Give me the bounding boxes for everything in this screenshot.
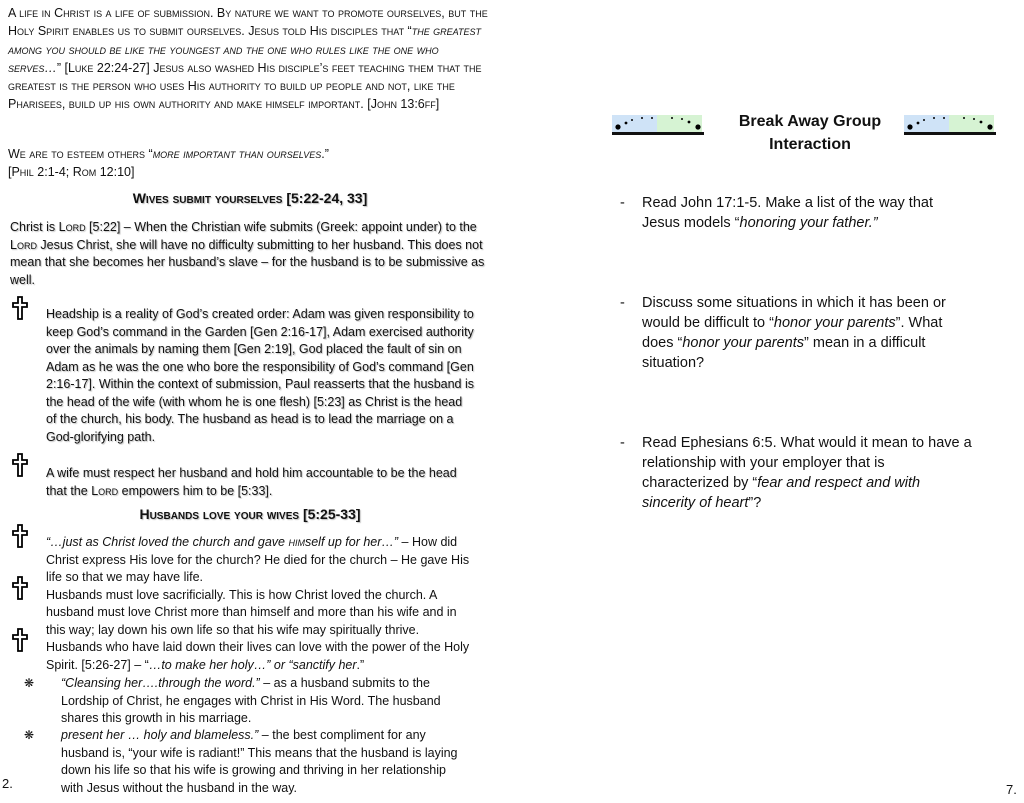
husbands-heading-label: Husbands love your wives — [139, 506, 300, 522]
task-dash: - — [620, 195, 625, 211]
love-quote-3: …to make her holy…” or “sanctify her — [148, 657, 357, 672]
dotted-banner-icon — [904, 112, 998, 138]
asterisk-icon: ❋ — [24, 728, 35, 742]
cross-icon — [12, 296, 28, 320]
husbands-heading-ref: [5:25-33] — [302, 506, 361, 522]
cross-icon — [12, 576, 28, 600]
page-number-right: 7. — [1006, 782, 1017, 797]
present-paragraph — [61, 727, 471, 797]
task-text: Read John 17:1-5. Make a list of the way that Jesus models “ — [642, 195, 933, 231]
intro-quote: the greatest among you should be like the youngest and the one who rules like the one who serves… — [8, 24, 482, 75]
task-emphasis: honoring your father.” — [739, 215, 878, 231]
task-item — [642, 193, 972, 233]
banner-underline — [612, 132, 704, 135]
intro-text-1: A life in Christ is a life of submission. By nature we want to promote ourselves, but the Holy Spirit enables us to submit ourselves. Jesus told His disciples that “ — [8, 6, 488, 39]
headship-paragraph — [46, 306, 476, 446]
wives-text-2: [5:22] – When the Christian wife submits (Greek: appoint under) to the — [85, 220, 477, 234]
wives-text-3: Jesus Christ, she will have no difficulty submitting to her husband. This does not mean that she becomes her husband’s slave – for the husband is to be submissive as well. — [10, 237, 485, 287]
task-emphasis: honor your parents — [773, 315, 896, 331]
respect-text-1: A wife must respect her husband and hold him accountable to be the head that the — [46, 466, 457, 498]
task-text: ”? — [748, 495, 762, 511]
lord-smallcaps: Lord — [10, 237, 37, 252]
task-text: ” mean in a difficult situation? — [642, 335, 926, 371]
left-page — [0, 0, 500, 803]
love-paragraph — [46, 534, 476, 674]
group-title: Break Away Group Interaction — [738, 113, 882, 153]
love-quote-2: self up for her…” — [304, 535, 399, 549]
wives-heading-ref: [5:22-24, 33] — [286, 190, 368, 206]
lord-smallcaps: Lord — [58, 220, 86, 234]
headship-text: Headship is a reality of God’s created order: Adam was given responsibility to keep God’s command in the Garden [Gen 2:16-17], Adam exercised authority over the animals by naming them [Gen 2:19], God placed the fault of sin on Adam as he was the one who bore the responsibility of God’s command [Gen 2:16-17]. Within the context of submission, Paul reasserts that the husband is the head of the wife (with whom he is one flesh) [5:23] as Christ is the head of the church, his body. The husband as head is to lead the marriage on a God-glorifying path. — [46, 307, 475, 444]
cleansing-text: – as a husband submits to the Lordship of Christ, he engages with Christ in His Word. The husband shares this growth in his marriage. — [61, 676, 441, 725]
right-page — [512, 0, 1024, 803]
task-emphasis: honor your parents — [682, 335, 805, 351]
love-quote-1: “…just as Christ loved the church and gave — [46, 535, 289, 549]
respect-text-2: empowers him to be [5:33]. — [118, 483, 273, 498]
task-emphasis: fear and respect and with sincerity of heart — [642, 475, 921, 511]
intro-text-2: ” [Luke 22:24-27] Jesus also washed His disciple’s feet teaching them that the greatest is the person who uses His authority to build up people and not, like the Pharisees, build up his own authority and make himself important. [John 13:6ff] — [8, 60, 482, 112]
esteem-reference: [Phil 2:1-4; Rom 12:10] — [8, 164, 135, 179]
cleansing-paragraph — [61, 675, 471, 728]
love-text-1: – How did Christ express His love for the church? He died for the church – He gave His life so that we may have life. — [46, 535, 470, 584]
love-text-2: Husbands must love sacrificially. This is how Christ loved the church. A husband must love Christ more than himself and more than his wife and in this way; lay down his own life so that his wife may spiritually thrive. Husbands who have laid down their lives can love with the power of the Holy Spirit. [5:26-27] – “ — [46, 587, 470, 672]
dotted-banner-icon — [612, 112, 706, 138]
task-text: Read Ephesians 6:5. What would it mean to have a relationship with your employer that is characterized by “ — [642, 435, 972, 491]
task-dash: - — [620, 295, 625, 311]
cross-icon — [12, 524, 28, 548]
love-text-3: .” — [356, 657, 365, 672]
cross-icon — [12, 628, 28, 652]
present-text: – the best compliment for any husband is, “your wife is radiant!” This means that the husband is laying down his life so that his wife is growing and thriving in her relationship with Jesus without the husband in the way. — [61, 728, 458, 795]
intro-paragraph — [8, 4, 494, 114]
cross-icon — [12, 453, 28, 477]
wives-heading-label: Wives submit yourselves — [132, 190, 283, 206]
husbands-heading — [0, 506, 500, 522]
task-item — [642, 433, 972, 513]
esteem-quote: more important than ourselves — [152, 147, 322, 161]
page-number-left: 2. — [2, 776, 13, 791]
wives-paragraph — [10, 219, 495, 289]
task-dash: - — [620, 435, 625, 451]
wives-heading — [0, 190, 500, 206]
esteem-paragraph — [8, 146, 493, 181]
wives-text-1: Christ is — [10, 220, 59, 234]
esteem-text: We are to esteem others “ — [8, 147, 153, 161]
asterisk-icon: ❋ — [24, 676, 35, 690]
lord-smallcaps: Lord — [91, 483, 119, 498]
him-smallcaps: him — [288, 535, 305, 549]
banner-underline — [904, 132, 996, 135]
respect-paragraph — [46, 465, 476, 500]
task-text: ”. What does “ — [642, 315, 943, 351]
present-quote: present her … holy and blameless.” — [61, 728, 259, 742]
esteem-end: .” — [321, 147, 329, 161]
task-item — [642, 293, 972, 373]
task-text: Discuss some situations in which it has been or would be difficult to “ — [642, 295, 946, 331]
cleansing-quote: “Cleansing her….through the word.” — [61, 676, 260, 690]
